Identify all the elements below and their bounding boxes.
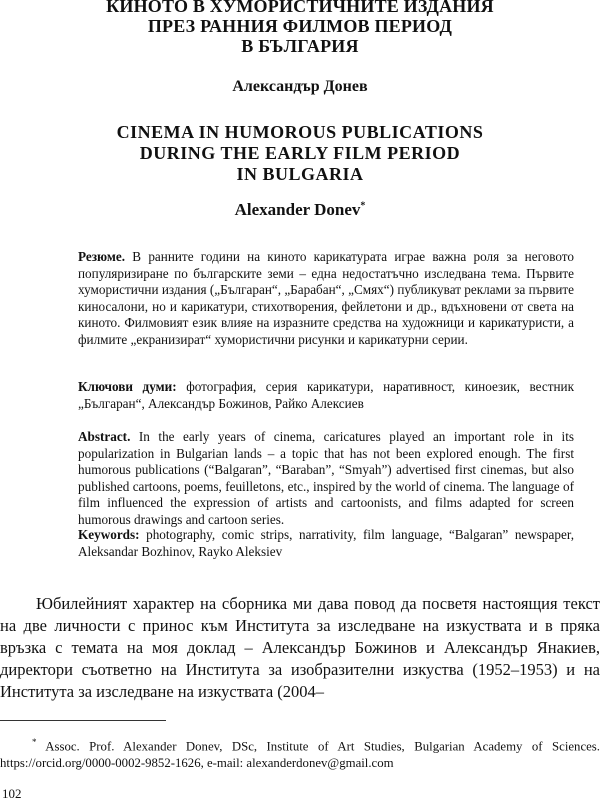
english-abstract — [78, 429, 574, 528]
bulgarian-keywords — [78, 379, 574, 412]
body-paragraph: Юбилейният характер на сборника ми дава повод да посветя настоящия текст на две личности с принос към Института за изследване на изкуствата и в пряка връзка с темата на моя доклад – Александър Божинов и Александър Янакиев, директори съответно на Института за изобразителни изкуства (1952–1953) и на Института за изследване на изкуствата (2004– — [0, 594, 600, 701]
footnote-text[interactable]: Assoc. Prof. Alexander Donev, DSc, Institute of Art Studies, Bulgarian Academy of Sciences. https://orcid.org/0000-0002-9852-1626, e-mail: alexanderdonev@gmail.com — [0, 739, 600, 771]
english-keywords — [78, 527, 574, 560]
bulgarian-title-line-3: В БЪЛГАРИЯ — [241, 36, 359, 56]
bulgarian-title-line-2: ПРЕЗ РАННИЯ ФИЛМОВ ПЕРИОД — [147, 16, 453, 36]
bulgarian-keywords-label: Ключови думи: — [78, 379, 177, 394]
bulgarian-title — [0, 0, 600, 56]
bulgarian-abstract-text: В ранните години на киното карикатурата играе важна роля за неговото популяризиране по българските земи – една недостатъчно изследвана тема. Първите хумористични издания („Българан“, „Барабан“, „Смях“) публикуват реклами за първите киносалони, но и карикатури, стихотворения, фейлетони и др., вдъхновени от света на киното. Филмовият език влияе на изразните средства на художници и карикатуристи, а филмите „екранизират“ хумористични рисунки и карикатурни серии. — [78, 249, 574, 347]
english-title-line-1: CINEMA IN HUMOROUS PUBLICATIONS — [116, 122, 484, 142]
english-keywords-text: photography, comic strips, narrativity, film language, “Balgaran” newspaper, Aleksandar Bozhinov, Rayko Aleksiev — [78, 527, 574, 559]
english-abstract-label: Abstract. — [78, 429, 131, 444]
english-keywords-label: Keywords: — [78, 527, 140, 542]
english-abstract-text: In the early years of cinema, caricatures played an important role in its popularization in Bulgarian lands – a topic that has not been explored enough. The first humorous publications (“Balgaran”, “Baraban”, “Smyah”) advertised first cinemas, but also published cartoons, poems, feuilletons, etc., inspired by the world of cinema. The language of film influenced the expression of artists and cartoonists, and films adapted for screen humorous drawings and cartoon series. — [78, 429, 574, 527]
bulgarian-abstract — [78, 249, 574, 348]
bulgarian-title-line-1: КИНОТО В ХУМОРИСТИЧНИТЕ ИЗДАНИЯ — [106, 0, 494, 16]
footnote-divider — [0, 720, 166, 721]
english-author-name: Alexander Donev — [234, 200, 361, 219]
english-title — [0, 122, 600, 185]
footnote-mark: * — [32, 737, 37, 747]
english-title-line-3: IN BULGARIA — [236, 164, 364, 184]
bulgarian-author: Александър Донев — [232, 78, 368, 95]
page-number: 102 — [2, 786, 22, 801]
bulgarian-keywords-text: фотография, серия карикатури, наративност, киноезик, вестник „Българан“, Александър Божинов, Райко Алексиев — [78, 379, 574, 411]
footnote — [0, 734, 600, 772]
bulgarian-abstract-label: Резюме. — [78, 249, 126, 264]
english-author — [0, 200, 600, 220]
author-footnote-mark[interactable]: * — [360, 200, 366, 212]
english-title-line-2: DURING THE EARLY FILM PERIOD — [139, 143, 461, 163]
